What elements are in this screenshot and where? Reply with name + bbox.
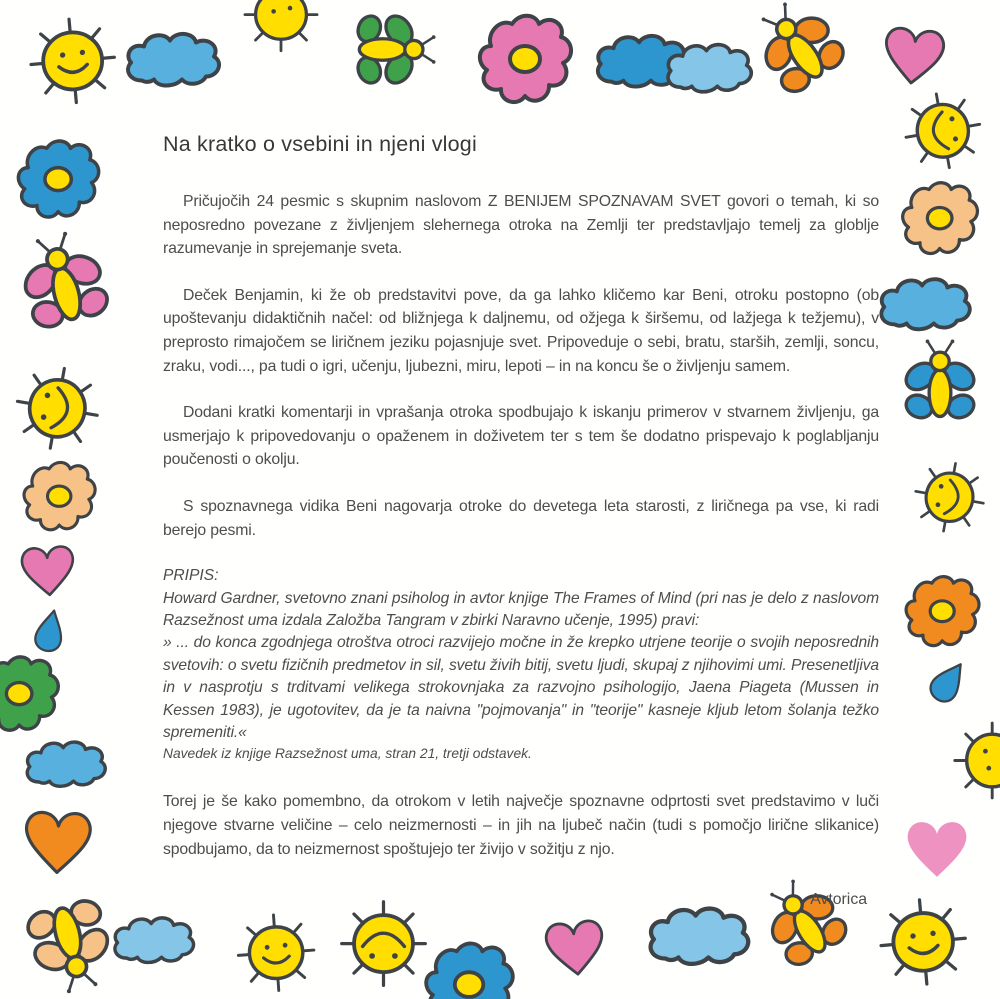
heart-icon [536, 907, 613, 986]
postscript-source: Navedek iz knjige Razsežnost uma, stran 21, tretji odstavek. [163, 746, 532, 762]
sun-icon [240, 0, 322, 54]
butterfly-icon [731, 0, 872, 120]
page-title: Na kratko o vsebini in njeni vlogi [163, 132, 477, 156]
paragraph-3: Dodani kratki komentarji in vprašanja otroka spodbujajo k iskanju primerov v stvarnem življenju, ga usmerjajo k pripovedovanju o opaženem in doživetem ter s tem še dodatno prispevajo k poglabljanju poučenosti o okolju. [163, 404, 879, 469]
sun-icon [229, 905, 323, 997]
flower-icon [14, 136, 104, 224]
drop-icon [922, 652, 976, 709]
flower-icon [20, 458, 100, 536]
sun-icon [903, 451, 994, 543]
text-block [163, 130, 879, 909]
flower-icon [420, 938, 520, 999]
postscript-body: Howard Gardner, svetovno znani psiholog in avtor knjige The Frames of Mind (pri nas je delo z naslovom Razsežnost uma izdala Založba Tangram v zbirki Naravno učenje, 1995) pravi: [163, 589, 879, 629]
drop-icon [29, 603, 70, 657]
heart-icon [874, 14, 953, 93]
flower-icon [472, 10, 580, 110]
heart-icon [17, 801, 100, 880]
closing-paragraph: Torej je še kako pomembno, da otrokom v letih največje spoznavne odprtosti svet predstavimo v luči njegove stvarne veličine – celo neizmernosti – in jih na ljubeč način (tudi s pomočjo lirične slikanice) spodbujamo, da to neizmernost spoštujejo ter živijo v sožitju z njo. [163, 793, 879, 858]
author-signature: Avtorica [810, 891, 867, 909]
postscript-label: PRIPIS: [163, 567, 219, 585]
sun-icon [21, 4, 125, 114]
sun-icon [2, 353, 109, 463]
sun-icon [868, 888, 978, 993]
heart-icon [14, 536, 82, 602]
butterfly-icon [0, 220, 129, 351]
sun-icon [948, 718, 1000, 803]
postscript-quote: » ... do konca zgodnjega otroštva otroci razvijejo močne in že krepko utrjene teorije o svojih neposrednih svetovih: o svetu fizičnih predmetov in sil, svetu živih bitij, svetu ljudi, skupaj z njihovimi umi. Presenetljiva in v nasprotju s trditvami velikega strokovnjaka za razvojno psihologijo, Jaena Piageta (Mussen in Kessen 1983), je ugotovitev, da je ta naivna "pojmovanja" in "teorije" kasneje kljub letom šolanja težko spremeniti.« [163, 634, 879, 741]
flower-icon [898, 178, 983, 260]
butterfly-icon [342, 2, 437, 97]
cloud-icon [20, 734, 115, 794]
cloud-icon [108, 908, 203, 972]
paragraph-2: Deček Benjamin, ki že ob predstavitvi pove, da ga lahko kličemo kar Beni, otroku postopno (ob upoštevanju didaktičnih načel: od bližnjega k daljnemu, od ožjega k širšemu, od lažjega k težjemu), v preprosto rimajočem se liričnem jeziku pojasnjuje svet. Pripoveduje o sebi, bratu, starših, zemlji, soncu, zraku, vodi..., pa tudi o igri, učenju, ljubezni, miru, lepoti – in na koncu še o življenju samem. [163, 286, 879, 375]
cloud-icon [120, 22, 230, 97]
flower-icon [0, 652, 66, 737]
sun-icon [895, 81, 993, 179]
postscript-block [163, 565, 879, 764]
paragraph-1: Pričujočih 24 pesmic s skupnim naslovom Z BENIJEM SPOZNAVAM SVET govori o temah, ki so neposredno povezane z življenjem slehernega otroka na Zemlji ter predstavljajo temelj za globlje razumevanje in sprejemanje sveta. [163, 193, 879, 258]
cloud-icon [872, 270, 982, 338]
butterfly-icon [898, 338, 982, 434]
heart-icon [898, 812, 976, 882]
flower-icon [902, 572, 984, 652]
paragraph-4: S spoznavnega vidika Beni nagovarja otroke do devetega leta starosti, z liričnega pa vse, ki radi berejo pesmi. [163, 497, 879, 539]
sun-icon [336, 898, 431, 993]
